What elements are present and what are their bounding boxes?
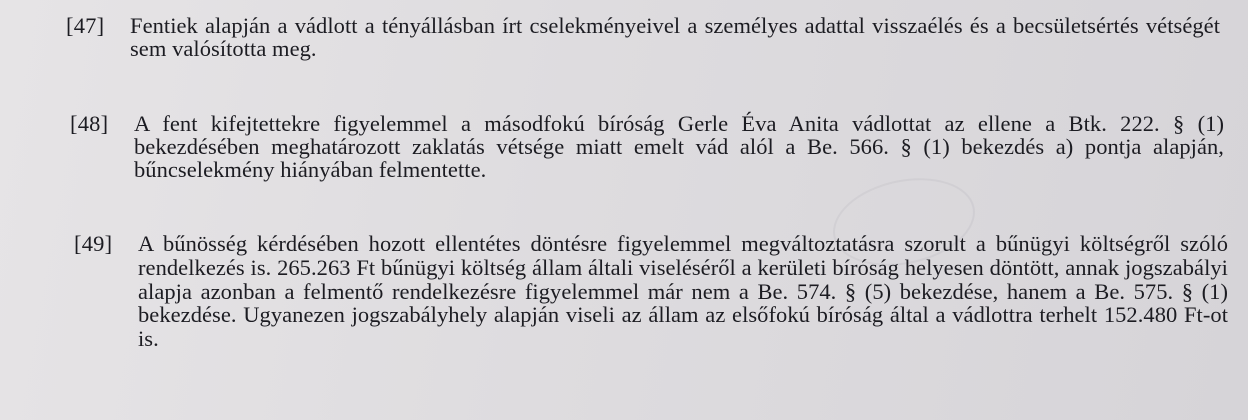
- paragraph-49: [74, 232, 1228, 351]
- paragraph-text: A bűnösség kérdésében hozott ellentétes döntésre figyelemmel megváltoztatásra szorult a bűnügyi költségről szóló rendelkezés is. 265.263 Ft bűnügyi költség állam általi viseléséről a kerületi bíróság helyesen döntött, annak jogszabályi alapja azonban a felmentő rendelkezésre figyelemmel már nem a Be. 574. § (5) bekezdése, hanem a Be. 575. § (1) bekezdése. Ugyanezen jogszabályhely alapján viseli az állam az elsőfokú bíróság által a vádlottra terhelt 152.480 Ft-ot is.: [138, 231, 1228, 352]
- paragraph-number: [47]: [66, 13, 105, 38]
- paragraph-text: Fentiek alapján a vádlott a tényállásban írt cselekményeivel a személyes adattal visszaélés és a becsületsértés vétségét sem valósította meg.: [130, 13, 1220, 61]
- paragraph-48: [70, 112, 1224, 181]
- paragraph-text: A fent kifejtettekre figyelemmel a másodfokú bíróság Gerle Éva Anita vádlottat az ellene a Btk. 222. § (1) bekezdésében meghatározott zaklatás vétsége miatt emelt vád alól a Be. 566. § (1) bekezdés a) pontja alapján, bűncselekmény hiányában felmentette.: [134, 111, 1224, 182]
- paragraph-47: [66, 14, 1220, 60]
- paragraph-number: [49]: [74, 231, 113, 256]
- paragraph-number: [48]: [70, 111, 109, 136]
